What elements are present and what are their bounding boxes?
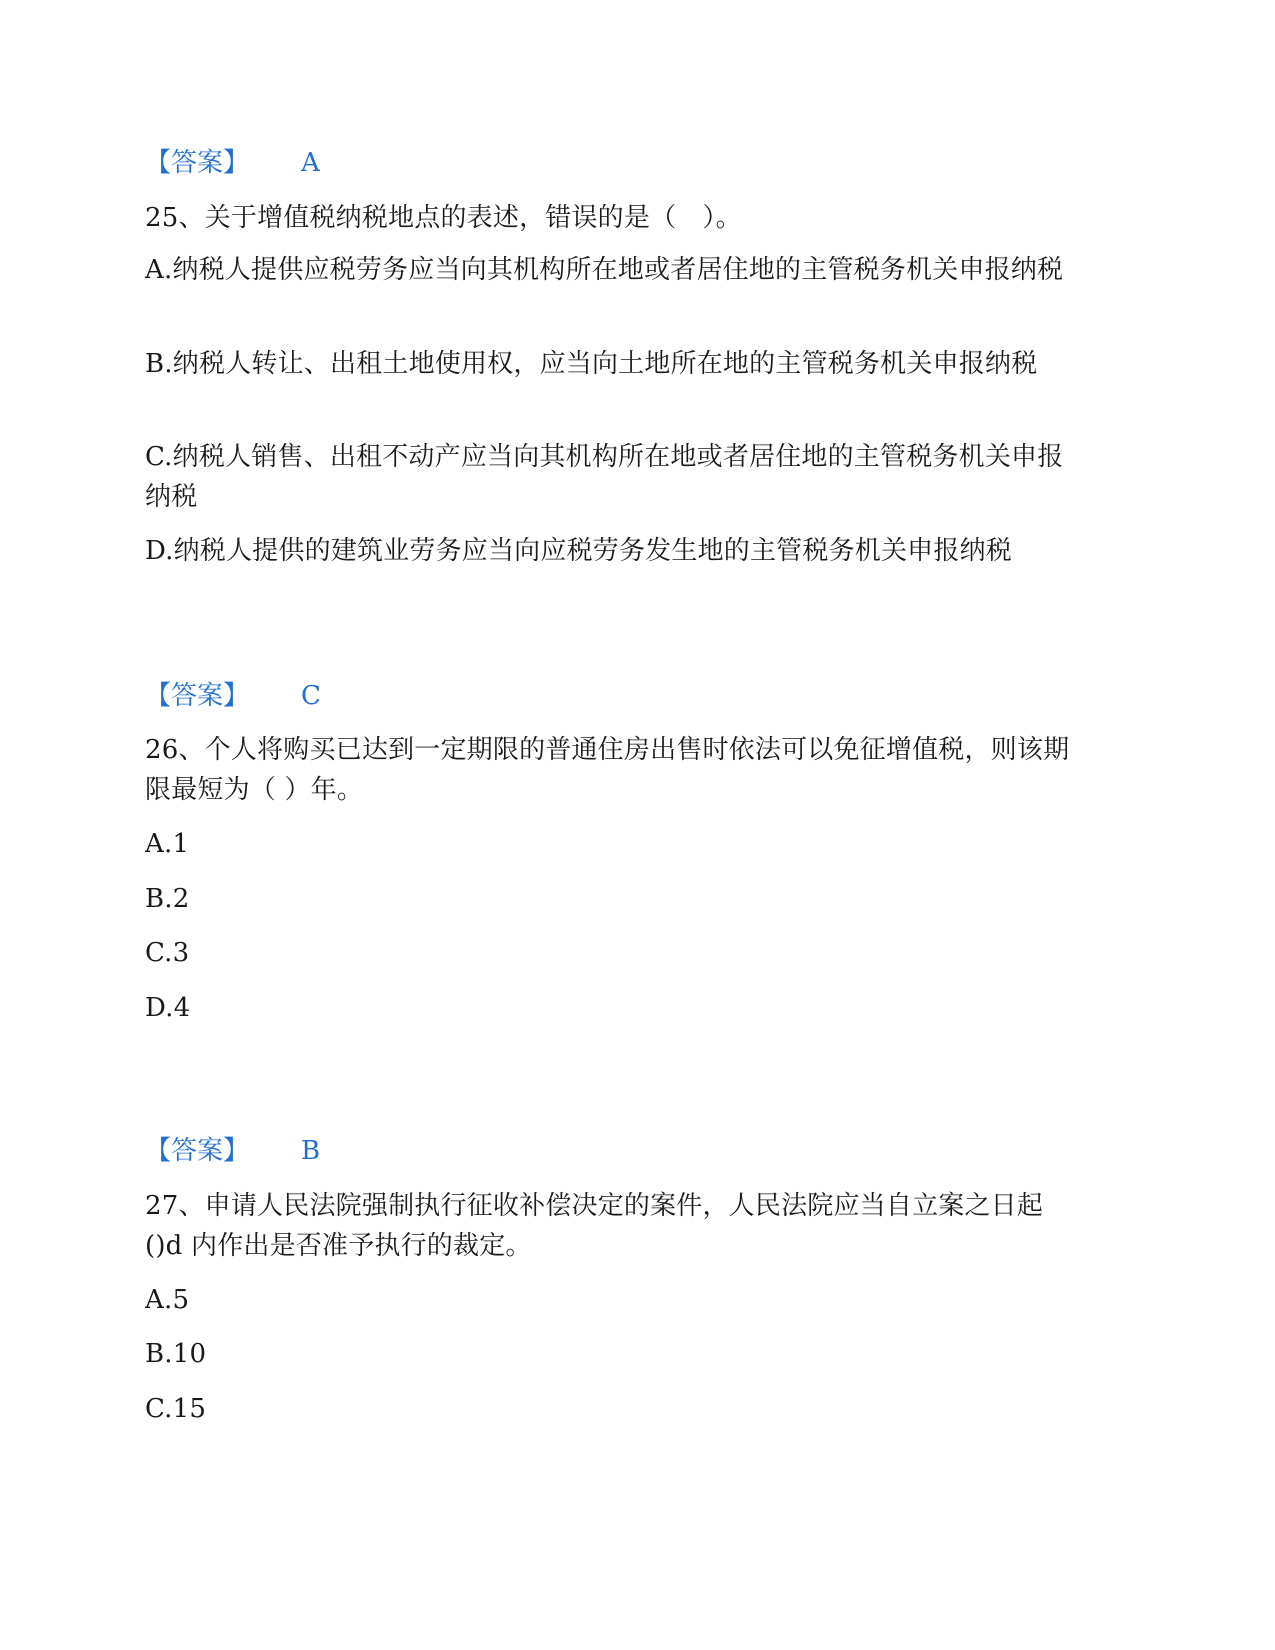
option-c: C.15 <box>145 1394 207 1424</box>
answer-label: 【答案】 <box>145 1136 250 1166</box>
answer-line <box>145 147 320 179</box>
option-c: C.纳税人销售、出租不动产应当向其机构所在地或者居住地的主管税务机关申报纳税 <box>145 442 1064 512</box>
option-b: B.2 <box>145 884 190 914</box>
question-text: 25、关于增值税纳税地点的表述，错误的是（ ）。 <box>145 203 742 233</box>
option-a: A.纳税人提供应税劳务应当向其机构所在地或者居住地的主管税务机关申报纳税 <box>145 255 1064 285</box>
option-d: D.纳税人提供的建筑业劳务应当向应税劳务发生地的主管税务机关申报纳税 <box>145 536 1012 566</box>
option-a: A.5 <box>145 1285 190 1315</box>
answer-value: B <box>301 1136 321 1166</box>
answer-line <box>145 680 321 712</box>
question-text: 27、申请人民法院强制执行征收补偿决定的案件，人民法院应当自立案之日起()d 内作出是否准予执行的裁定。 <box>145 1191 1044 1261</box>
option-c: C.3 <box>145 938 190 968</box>
answer-label: 【答案】 <box>145 148 250 178</box>
answer-value: C <box>301 681 321 711</box>
option-b: B.10 <box>145 1339 207 1369</box>
answer-label: 【答案】 <box>145 681 250 711</box>
option-b: B.纳税人转让、出租土地使用权，应当向土地所在地的主管税务机关申报纳税 <box>145 349 1038 379</box>
option-a: A.1 <box>145 829 190 859</box>
option-d: D.4 <box>145 993 191 1023</box>
answer-line <box>145 1135 320 1167</box>
question-text: 26、个人将购买已达到一定期限的普通住房出售时依法可以免征增值税，则该期限最短为（ ）年。 <box>145 735 1070 805</box>
answer-value: A <box>301 148 320 178</box>
